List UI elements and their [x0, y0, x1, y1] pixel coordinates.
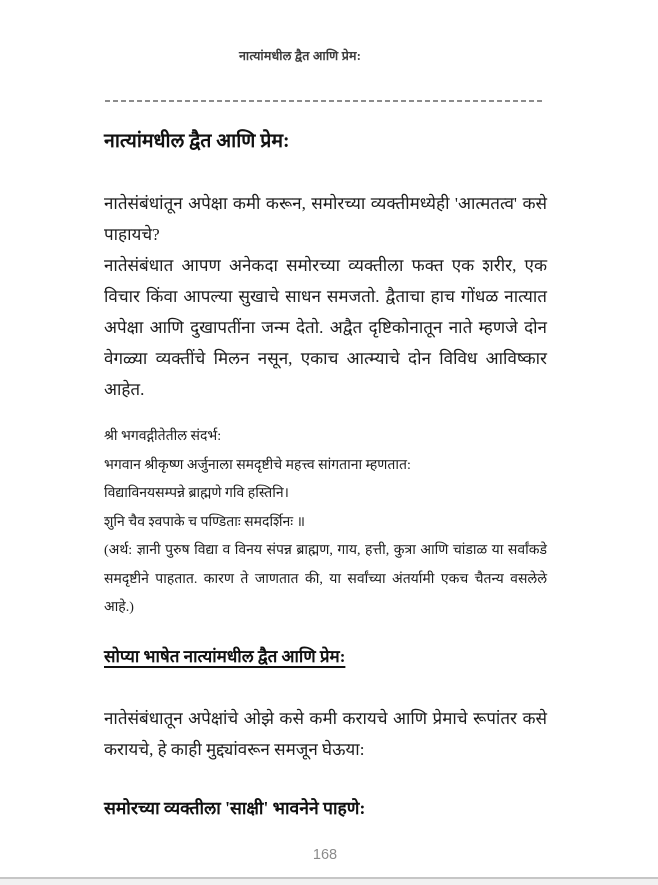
paragraph-transition: नातेसंबंधातून अपेक्षांचे ओझे कसे कमी करायचे आणि प्रेमाचे रूपांतर कसे करायचे, हे काही मुद्द्यांवरून समजून घेऊया:: [104, 709, 547, 759]
page-bottom-edge: [0, 877, 658, 885]
page-number: 168: [312, 847, 338, 863]
page-title: नात्यांमधील द्वैत आणि प्रेम:: [104, 131, 290, 152]
gita-reference-block: [104, 423, 547, 623]
paragraph-question: नातेसंबंधांतून अपेक्षा कमी करून, समोरच्या व्यक्तीमध्येही 'आत्मतत्व' कसे पाहायचे?: [104, 194, 547, 244]
section-heading-simple-language: सोप्या भाषेत नात्यांमधील द्वैत आणि प्रेम:: [104, 647, 346, 666]
paragraph-body: नातेसंबंधात आपण अनेकदा समोरच्या व्यक्तीला फक्त एक शरीर, एक विचार किंवा आपल्या सुखाचे साधन समजतो. द्वैताचा हाच गोंधळ नात्यात अपेक्षा आणि दुखापतींना जन्म देतो. अद्वैत दृष्टिकोनातून नाते म्हणजे दोन वेगळ्या व्यक्तींचे मिलन नसून, एकाच आत्म्याचे दोन विविध आविष्कार आहेत.: [104, 256, 547, 399]
shloka-line-1: विद्याविनयसम्पन्ने ब्राह्मणे गवि हस्तिनि।: [104, 486, 289, 501]
gita-intro-line: भगवान श्रीकृष्ण अर्जुनाला समदृष्टीचे महत्त्व सांगताना म्हणतात:: [104, 457, 411, 473]
point-heading-witness-attitude: समोरच्या व्यक्तीला 'साक्षी' भावनेने पाहणे:: [104, 798, 366, 818]
shloka-meaning: (अर्थ: ज्ञानी पुरुष विद्या व विनय संपन्न ब्राह्मण, गाय, हत्ती, कुत्रा आणि चांडाळ या सर्वांकडे समदृष्टीने पाहतात. कारण ते जाणतात की, या सर्वांच्या अंतर्यामी एकच चैतन्य वसलेले आहे.): [104, 543, 547, 615]
shloka-line-2: शुनि चैव श्वपाके च पण्डिताः समदर्शिनः ॥: [104, 514, 305, 530]
running-header: नात्यांमधील द्वैत आणि प्रेम:: [238, 49, 362, 63]
gita-reference-heading: श्री भगवद्गीतेतील संदर्भ:: [104, 429, 222, 444]
dashed-separator: [105, 100, 542, 102]
